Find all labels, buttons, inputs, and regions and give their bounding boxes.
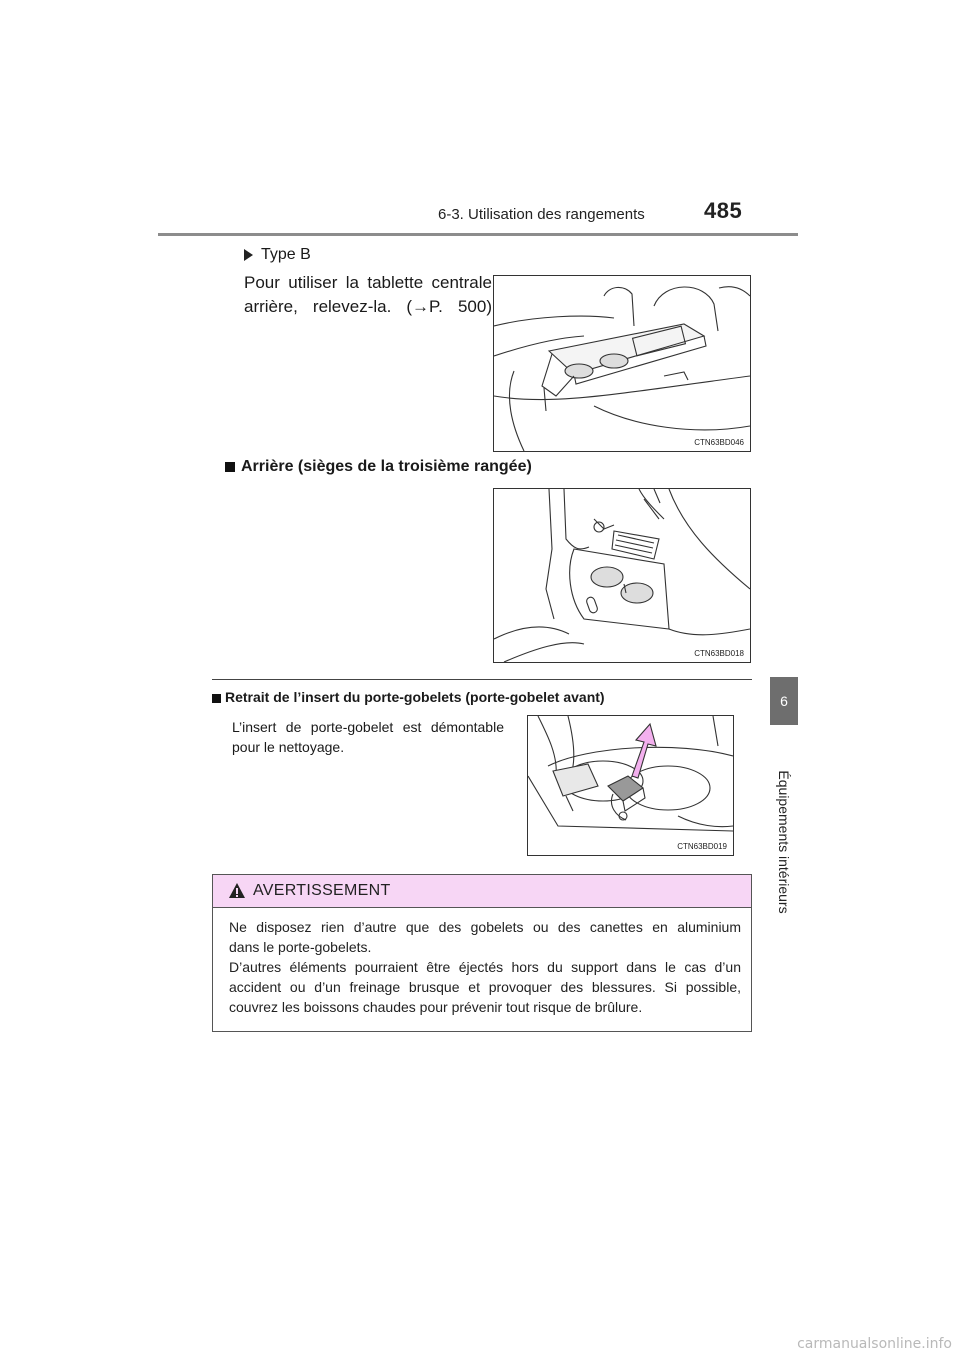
section-divider bbox=[212, 679, 752, 680]
warning-p2-line3: couvrez les boissons chaudes pour prévenir tout risque de brûlure. bbox=[229, 999, 643, 1015]
insert-text-line1: L’insert de porte-gobelet est démontable bbox=[232, 719, 504, 735]
rear-cupholder-illustration bbox=[494, 489, 750, 662]
type-b-bullet bbox=[244, 246, 311, 264]
insert-text bbox=[232, 717, 504, 757]
chapter-tab[interactable]: 6 bbox=[770, 677, 798, 725]
type-b-label: Type B bbox=[261, 246, 311, 263]
figure-front-cupholder bbox=[527, 715, 734, 856]
square-bullet-icon bbox=[212, 694, 221, 703]
figure-code: CTN63BD019 bbox=[677, 842, 727, 851]
figure-code: CTN63BD046 bbox=[694, 438, 744, 447]
header-divider bbox=[158, 233, 798, 236]
warning-header bbox=[213, 875, 751, 908]
type-b-text-line1: Pour utiliser la tablette centrale bbox=[244, 273, 492, 292]
insert-heading-text: Retrait de l’insert du porte-gobelets (porte-gobelet avant) bbox=[225, 689, 605, 705]
rear-section-heading bbox=[225, 458, 532, 476]
warning-p1-line1: Ne disposez rien d’autre que des gobelets ou des canettes en aluminium bbox=[229, 919, 741, 935]
figure-code: CTN63BD018 bbox=[694, 649, 744, 658]
insert-section-heading bbox=[212, 689, 605, 705]
figure-rear-armrest bbox=[493, 275, 751, 452]
square-bullet-icon bbox=[225, 462, 235, 472]
warning-p2-line2: accident ou d’un freinage brusque et provoquer des blessures. Si possible, bbox=[229, 979, 741, 995]
front-cupholder-illustration bbox=[528, 716, 733, 855]
chapter-label bbox=[762, 742, 806, 942]
type-b-text bbox=[244, 271, 492, 319]
page-number: 485 bbox=[704, 198, 743, 223]
warning-p2-line1: D’autres éléments pourraient être éjectés hors du support dans le cas d’un bbox=[229, 959, 741, 975]
warning-body bbox=[229, 917, 741, 1017]
watermark-text: carmanualsonline.info bbox=[797, 1336, 952, 1352]
type-b-text-line2: arrière, relevez-la. (→P. 500) bbox=[244, 297, 492, 316]
warning-title: AVERTISSEMENT bbox=[253, 882, 391, 899]
section-title: 6-3. Utilisation des rangements bbox=[438, 206, 645, 223]
warning-box bbox=[212, 874, 752, 1032]
chapter-title: Équipements intérieurs bbox=[776, 770, 792, 914]
armrest-illustration bbox=[494, 276, 750, 451]
triangle-bullet-icon bbox=[244, 249, 253, 261]
rear-heading-text: Arrière (sièges de la troisième rangée) bbox=[241, 458, 532, 475]
warning-p1-line2: dans le porte-gobelets. bbox=[229, 939, 372, 955]
figure-rear-cupholder bbox=[493, 488, 751, 663]
insert-text-line2: pour le nettoyage. bbox=[232, 739, 345, 755]
warning-triangle-icon bbox=[228, 882, 246, 899]
